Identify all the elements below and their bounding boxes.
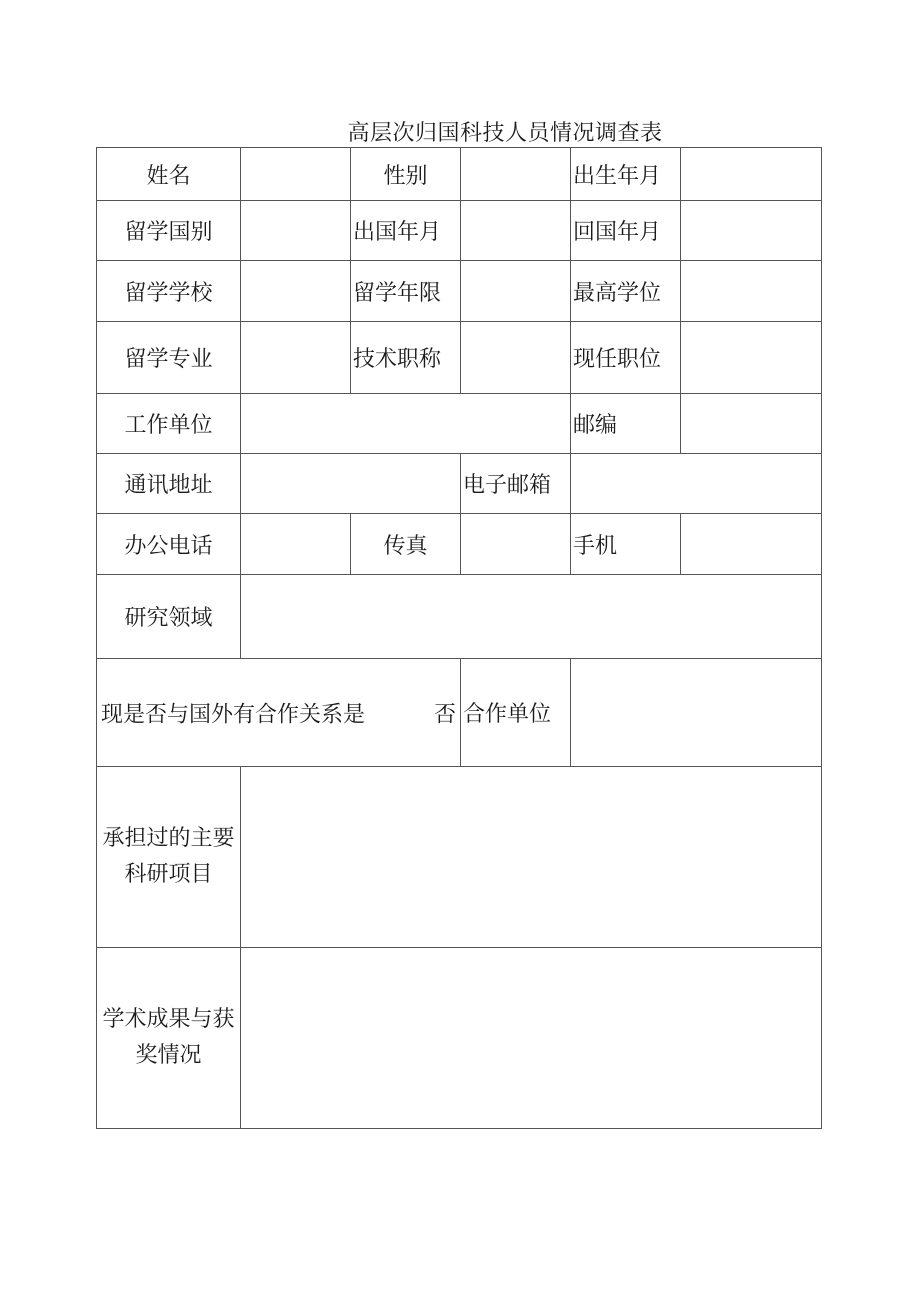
projects-label-line2: 科研项目 <box>124 862 213 887</box>
study-major-label: 留学专业 <box>97 322 241 394</box>
achievements-label <box>97 948 241 1129</box>
leave-date-field[interactable] <box>461 201 571 261</box>
table-row <box>97 575 822 659</box>
name-label: 姓名 <box>97 148 241 201</box>
birth-label: 出生年月 <box>571 148 681 201</box>
projects-label-line1: 承担过的主要 <box>102 826 235 851</box>
leave-date-label: 出国年月 <box>351 201 461 261</box>
table-row <box>97 514 822 575</box>
office-phone-field[interactable] <box>241 514 351 575</box>
table-row <box>97 767 822 948</box>
projects-field[interactable] <box>241 767 822 948</box>
gender-label: 性别 <box>351 148 461 201</box>
work-unit-label: 工作单位 <box>97 394 241 454</box>
achievements-label-line1: 学术成果与获 <box>102 1007 235 1032</box>
birth-field[interactable] <box>681 148 822 201</box>
postcode-field[interactable] <box>681 394 822 454</box>
study-country-label: 留学国别 <box>97 201 241 261</box>
mobile-label: 手机 <box>571 514 681 575</box>
study-major-field[interactable] <box>241 322 351 394</box>
address-label: 通讯地址 <box>97 454 241 514</box>
table-row <box>97 261 822 322</box>
coop-unit-label: 合作单位 <box>461 659 571 767</box>
mobile-field[interactable] <box>681 514 822 575</box>
form-title: 高层次归国科技人员情况调查表 <box>347 121 663 146</box>
achievements-label-line2: 奖情况 <box>135 1043 202 1068</box>
email-field[interactable] <box>571 454 822 514</box>
table-row <box>97 948 822 1129</box>
email-label: 电子邮箱 <box>461 454 571 514</box>
table-row <box>97 659 822 767</box>
address-field[interactable] <box>241 454 461 514</box>
office-phone-label: 办公电话 <box>97 514 241 575</box>
current-position-label: 现任职位 <box>571 322 681 394</box>
survey-form-table <box>96 147 822 1129</box>
fax-label: 传真 <box>351 514 461 575</box>
fax-field[interactable] <box>461 514 571 575</box>
highest-degree-label: 最高学位 <box>571 261 681 322</box>
name-field[interactable] <box>241 148 351 201</box>
return-date-field[interactable] <box>681 201 822 261</box>
return-date-label: 回国年月 <box>571 201 681 261</box>
table-row <box>97 201 822 261</box>
study-years-field[interactable] <box>461 261 571 322</box>
foreign-coop-question-text[interactable]: 现是否与国外有合作关系是 <box>101 702 366 727</box>
research-field-field[interactable] <box>241 575 822 659</box>
table-row <box>97 148 822 201</box>
study-country-field[interactable] <box>241 201 351 261</box>
study-school-label: 留学学校 <box>97 261 241 322</box>
projects-label <box>97 767 241 948</box>
table-row <box>97 394 822 454</box>
achievements-field[interactable] <box>241 948 822 1129</box>
study-years-label: 留学年限 <box>351 261 461 322</box>
table-row <box>97 454 822 514</box>
tech-title-field[interactable] <box>461 322 571 394</box>
gender-field[interactable] <box>461 148 571 201</box>
current-position-field[interactable] <box>681 322 822 394</box>
coop-unit-field[interactable] <box>571 659 822 767</box>
tech-title-label: 技术职称 <box>351 322 461 394</box>
highest-degree-field[interactable] <box>681 261 822 322</box>
work-unit-field[interactable] <box>241 394 571 454</box>
foreign-coop-question <box>97 659 461 767</box>
table-row <box>97 322 822 394</box>
study-school-field[interactable] <box>241 261 351 322</box>
research-field-label: 研究领域 <box>97 575 241 659</box>
postcode-label: 邮编 <box>571 394 681 454</box>
foreign-coop-no-option[interactable]: 否 <box>433 702 456 727</box>
